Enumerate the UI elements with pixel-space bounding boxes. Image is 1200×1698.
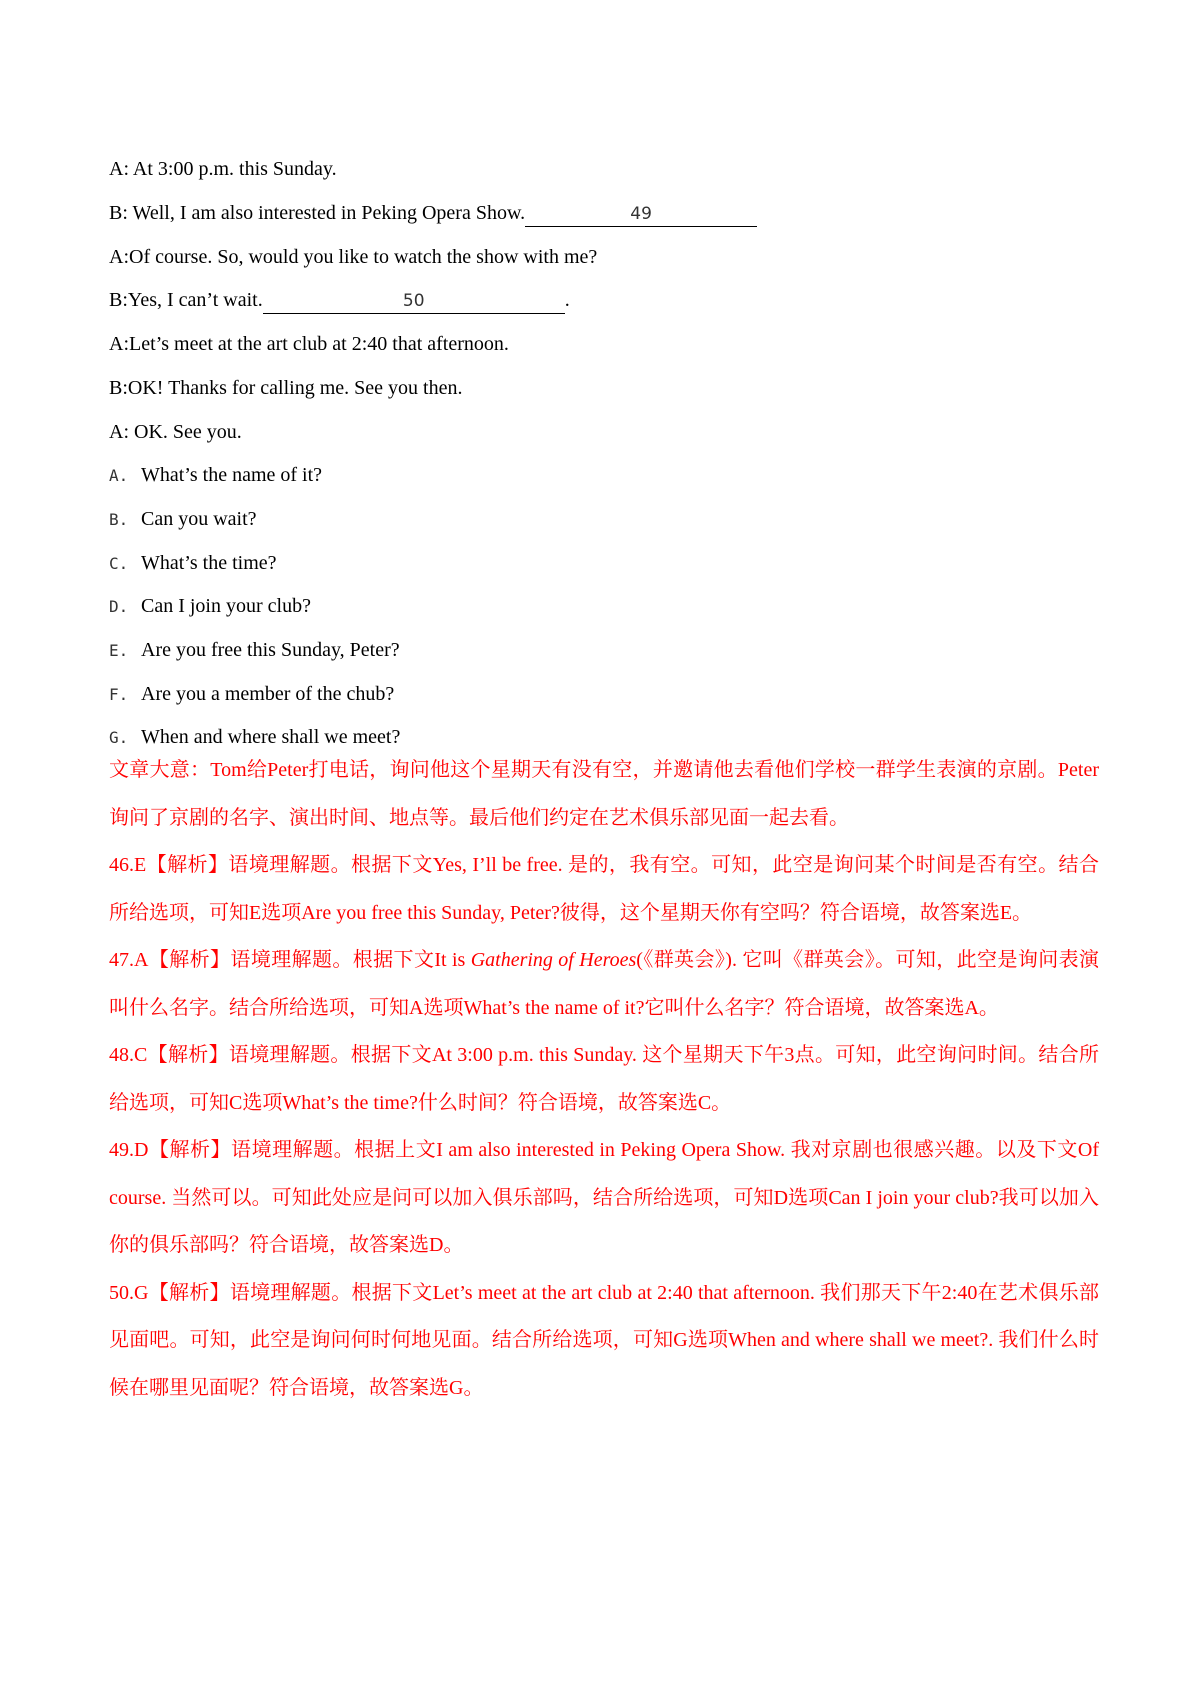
option-text: Are you a member of the chub? <box>141 683 395 705</box>
answer-body: 语境理解题。根据下文Yes, I’ll be free. 是的，我有空。可知，此空是询问某个时间是否有空。结合所给选项，可知E选项Are you free this Sunday, Peter?彼得，这个星期天你有空吗？符合语境，故答案选E。 <box>109 854 1099 924</box>
analysis-tag: 【解析】 <box>146 854 229 876</box>
dialogue-line-7: A: OK. See you. <box>109 421 242 443</box>
option-letter: E. <box>109 641 129 660</box>
answer-46 <box>109 842 1099 937</box>
option-a <box>109 461 322 490</box>
answer-id: 47.A <box>109 949 149 971</box>
dialogue-text: Of course. So, would you like to watch the show with me? <box>129 246 598 268</box>
answer-47 <box>109 937 1099 1032</box>
dialogue-text: OK! Thanks for calling me. See you then. <box>127 377 463 399</box>
answer-body-pre: 语境理解题。根据下文It is <box>230 949 471 971</box>
dialogue-line-1: A: At 3:00 p.m. this Sunday. <box>109 158 337 180</box>
option-text: Can I join your club? <box>141 595 311 617</box>
option-text: When and where shall we meet? <box>141 726 401 748</box>
option-text: What’s the time? <box>141 552 277 574</box>
speaker: B <box>109 377 123 399</box>
speaker: B <box>109 202 123 224</box>
dialogue-text: OK. See you. <box>134 421 242 443</box>
answer-50 <box>109 1270 1099 1413</box>
option-text: What’s the name of it? <box>141 464 323 486</box>
option-letter: B. <box>109 510 129 529</box>
answer-body-post: (《群英会》). 它叫《群英会》。可知，此空是询问表演叫什么名字。结合所给选项，可知A选项What’s the name of it?它叫什么名字？符合语境，故答案选A。 <box>109 949 1100 1019</box>
answer-body: 语境理解题。根据上文I am also interested in Peking Opera Show. 我对京剧也很感兴趣。以及下文Of course. 当然可以。可知此处应是问可以加入俱乐部吗，结合所给选项，可知D选项Can I join your club?我可以加入你的俱乐部吗？符合语境，故答案选D。 <box>109 1139 1099 1256</box>
speaker: A <box>109 333 124 355</box>
dialogue-text: Let’s meet at the art club at 2:40 that afternoon. <box>129 333 509 355</box>
answer-body: 语境理解题。根据下文Let’s meet at the art club at 2:40 that afternoon. 我们那天下午2:40在艺术俱乐部见面吧。可知，此空是询问何时何地见面。结合所给选项，可知G选项When and where shall we meet?. 我们什么时候在哪里见面呢？符合语境，故答案选G。 <box>109 1281 1100 1399</box>
dialogue-line-3: A:Of course. So, would you like to watch the show with me? <box>109 246 598 268</box>
option-letter: D. <box>109 597 129 616</box>
blank-49: 49 <box>525 202 757 227</box>
answer-id: 46.E <box>109 854 147 876</box>
analysis-tag: 【解析】 <box>148 949 231 971</box>
option-c <box>109 549 277 578</box>
answer-48 <box>109 1032 1099 1127</box>
analysis-tag: 【解析】 <box>148 1139 232 1161</box>
answer-49 <box>109 1127 1099 1270</box>
dialogue-text: Yes, I can’t wait. <box>127 289 263 311</box>
speaker: A <box>109 421 124 443</box>
option-b <box>109 505 257 534</box>
dialogue-line-2: B: Well, I am also interested in Peking Opera Show. 49 <box>109 199 757 227</box>
answer-section <box>109 747 1099 1412</box>
option-f <box>109 680 394 709</box>
speaker: B <box>109 289 123 311</box>
option-letter: C. <box>109 554 129 573</box>
blank-50: 50 <box>263 289 565 314</box>
dialogue-line-4: B:Yes, I can’t wait. 50 . <box>109 286 570 314</box>
option-e <box>109 636 400 665</box>
dialogue-text: Well, I am also interested in Peking Opera Show. <box>132 202 526 224</box>
dialogue-line-5: A:Let’s meet at the art club at 2:40 that afternoon. <box>109 333 509 355</box>
option-letter: G. <box>109 728 129 747</box>
summary: 文章大意：Tom给Peter打电话，询问他这个星期天有没有空，并邀请他去看他们学校一群学生表演的京剧。Peter询问了京剧的名字、演出时间、地点等。最后他们约定在艺术俱乐部见面一起去看。 <box>109 759 1099 829</box>
option-letter: A. <box>109 466 129 485</box>
answer-body-italic: Gathering of Heroes <box>470 949 637 971</box>
option-d <box>109 592 311 621</box>
speaker: A <box>109 246 124 268</box>
dialogue-text: At 3:00 p.m. this Sunday. <box>132 158 337 180</box>
speaker: A <box>109 158 124 180</box>
option-letter: F. <box>109 685 129 704</box>
answer-id: 49.D <box>109 1139 149 1161</box>
analysis-tag: 【解析】 <box>148 1281 230 1304</box>
dialogue-line-6: B:OK! Thanks for calling me. See you then. <box>109 377 463 399</box>
option-text: Can you wait? <box>141 508 257 530</box>
answer-id: 48.C <box>109 1044 148 1066</box>
analysis-tag: 【解析】 <box>147 1044 229 1066</box>
answer-body: 语境理解题。根据下文At 3:00 p.m. this Sunday. 这个星期天下午3点。可知，此空询问时间。结合所给选项，可知C选项What’s the time?什么时间？符合语境，故答案选C。 <box>109 1044 1099 1114</box>
option-text: Are you free this Sunday, Peter? <box>141 639 400 661</box>
answer-id: 50.G <box>109 1281 149 1304</box>
